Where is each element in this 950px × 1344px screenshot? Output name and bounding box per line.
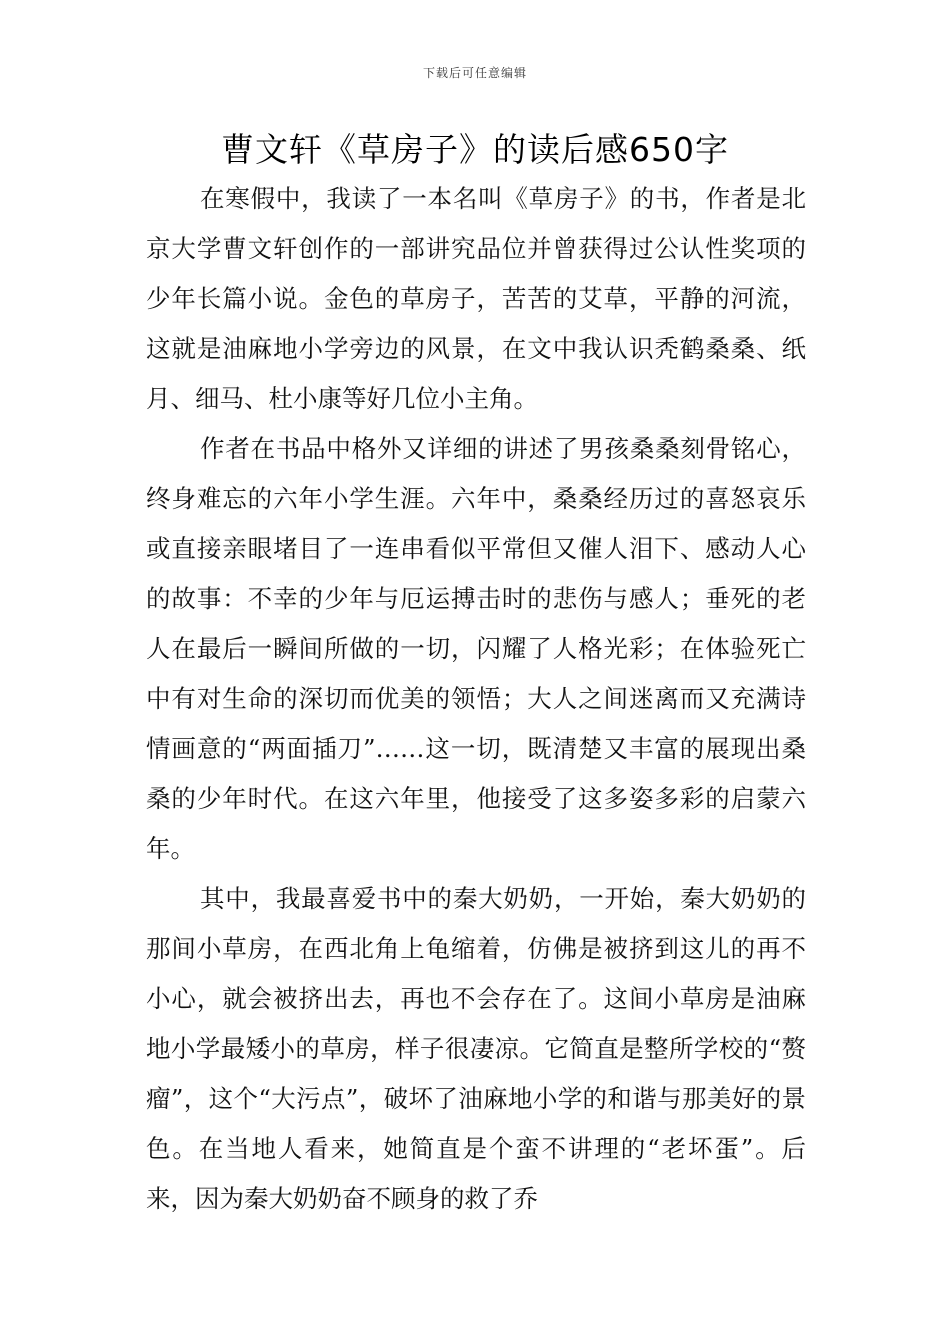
document-title: 曹文轩《草房子》的读后感650字 [221,130,729,169]
paragraph: 作者在书品中格外又详细的讲述了男孩桑桑刻骨铭心，终身难忘的六年小学生涯。六年中，桑桑经历过的喜怒哀乐或直接亲眼堵目了一连串看似平常但又催人泪下、感动人心的故事：不幸的少年与厄运搏击时的悲伤与感人；垂死的老人在最后一瞬间所做的一切，闪耀了人格光彩；在体验死亡中有对生命的深切而优美的领悟；大人之间迷离而又充满诗情画意的“两面插刀”……这一切，既清楚又丰富的展现出桑桑的少年时代。在这六年里，他接受了这多姿多彩的启蒙六年。 [146,434,806,863]
paragraph: 在寒假中，我读了一本名叫《草房子》的书，作者是北京大学曹文轩创作的一部讲究品位并曾获得过公认性奖项的少年长篇小说。金色的草房子，苦苦的艾草，平静的河流，这就是油麻地小学旁边的风景，在文中我认识秃鹤桑桑、纸月、细马、杜小康等好几位小主角。 [146,184,806,413]
document-body [146,174,806,1224]
header-note: 下载后可任意编辑 [422,66,527,80]
paragraph: 其中，我最喜爱书中的秦大奶奶，一开始，秦大奶奶的那间小草房，在西北角上龟缩着，仿佛是被挤到这儿的再不小心，就会被挤出去，再也不会存在了。这间小草房是油麻地小学最矮小的草房，样子很凄凉。它简直是整所学校的“赘瘤”，这个“大污点”，破坏了油麻地小学的和谐与那美好的景色。在当地人看来，她简直是个蛮不讲理的“老坏蛋”。后来，因为秦大奶奶奋不顾身的救了乔 [146,884,806,1213]
